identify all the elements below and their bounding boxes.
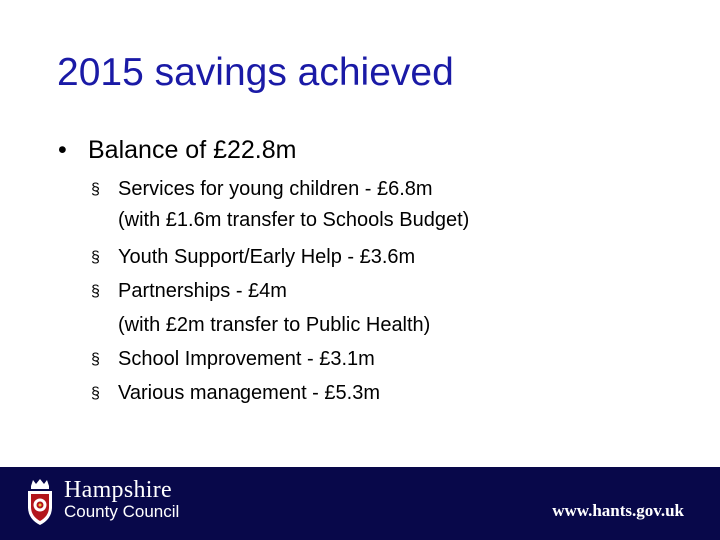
- org-name-line1: Hampshire: [64, 477, 173, 503]
- sub-bullet-3-continuation: (with £2m transfer to Public Health): [118, 314, 431, 336]
- sub-bullet-1: [91, 176, 433, 203]
- footer-bar: [0, 467, 720, 540]
- sub-bullet-1-continuation: (with £1.6m transfer to Schools Budget): [118, 209, 470, 231]
- sub-bullet-text: Services for young children - £6.8m: [118, 178, 433, 200]
- square-bullet-icon: §: [91, 249, 100, 266]
- square-bullet-icon: §: [91, 283, 100, 300]
- sub-bullet-2: [91, 244, 415, 271]
- sub-bullet-text: Partnerships - £4m: [118, 280, 287, 302]
- county-crest-icon: [22, 477, 58, 529]
- sub-bullet-text: School Improvement - £3.1m: [118, 348, 375, 370]
- square-bullet-icon: §: [91, 385, 100, 402]
- sub-bullet-text: Youth Support/Early Help - £3.6m: [118, 246, 416, 268]
- sub-bullet-4: [91, 346, 375, 373]
- sub-bullet-5: [91, 380, 380, 407]
- org-name-line2: County Council: [64, 502, 180, 521]
- website-url[interactable]: www.hants.gov.uk: [552, 501, 684, 520]
- main-bullet-text: Balance of £22.8m: [88, 136, 297, 164]
- main-bullet: [58, 134, 296, 166]
- sub-bullet-3: [91, 278, 287, 305]
- square-bullet-icon: §: [91, 351, 100, 368]
- sub-bullet-text: Various management - £5.3m: [118, 382, 380, 404]
- slide-title: 2015 savings achieved: [57, 51, 454, 94]
- bullet-dot-icon: •: [58, 136, 67, 164]
- square-bullet-icon: §: [91, 181, 100, 198]
